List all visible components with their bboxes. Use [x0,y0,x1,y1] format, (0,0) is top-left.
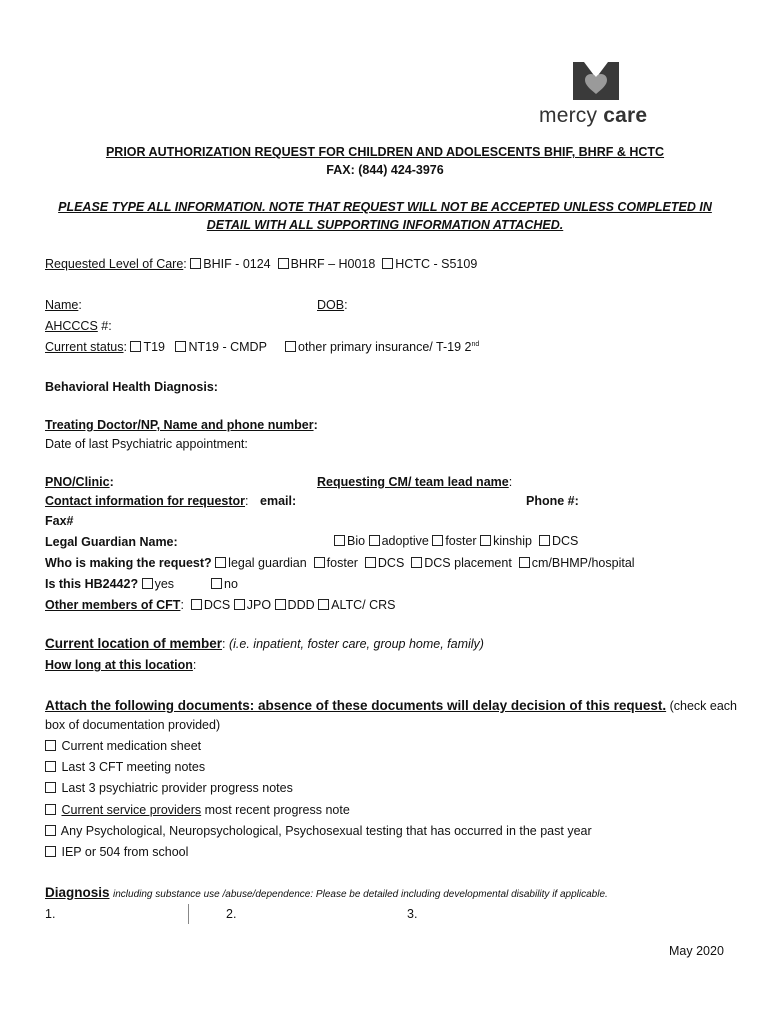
option-hb-no: no [224,577,238,591]
checkbox-hb-yes[interactable] [142,578,153,589]
notice-line-1: PLEASE TYPE ALL INFORMATION. NOTE THAT REQUEST WILL NOT BE ACCEPTED UNLESS COMPLETED IN [58,200,712,214]
ahcccs-label: AHCCCS [45,319,98,333]
checkbox-hb-no[interactable] [211,578,222,589]
checkbox-bhrf[interactable] [278,258,289,269]
diagnosis-1[interactable]: 1. [45,907,56,921]
treating-doctor-field[interactable]: Treating Doctor/NP, Name and phone number: [45,418,318,432]
checkbox-dcs-placement[interactable] [411,557,422,568]
requesting-cm-label: Requesting CM/ team lead name [317,475,509,489]
status-other-option [285,340,479,354]
checkbox-cft-notes[interactable] [45,761,56,772]
hb2442-row [45,577,174,591]
name-field[interactable]: Name: [45,298,82,312]
doc-label-service-providers: Current service providers [61,803,202,817]
option-bio: Bio [347,534,366,548]
requestor-contact-field[interactable]: Contact information for requestor: [45,494,249,508]
option-altc-crs: ALTC/ CRS [331,598,396,612]
option-dcs-guardian: DCS [551,534,579,548]
fax-number: FAX: (844) 424-3976 [326,163,444,177]
fax-label: Fax# [45,514,74,528]
checkbox-dcs-guardian[interactable] [539,535,550,546]
treating-doctor-label: Treating Doctor/NP, Name and phone number [45,418,314,432]
doc-label-psych-notes: Last 3 psychiatric provider progress notes [61,781,293,795]
cft-members-row: Other members of CFT: DCS JPO DDD ALTC/ CRS [45,598,396,612]
requestor-contact-label: Contact information for requestor [45,494,246,508]
current-location-hint: (i.e. inpatient, foster care, group home, family) [228,637,484,651]
notice-line-2: DETAIL WITH ALL SUPPORTING INFORMATION ATTACHED. [206,218,564,232]
checkbox-bhif[interactable] [190,258,201,269]
option-jpo: JPO [246,598,272,612]
behavioral-dx-label: Behavioral Health Diagnosis: [45,380,218,394]
checkbox-adoptive[interactable] [369,535,380,546]
logo-wordmark [539,104,647,128]
option-adoptive: adoptive [381,534,429,548]
checkbox-foster-requestor[interactable] [314,557,325,568]
level-of-care-label: Requested Level of Care [45,257,184,271]
documents-heading-note-2: box of documentation provided) [45,718,221,732]
pno-clinic-label: PNO/Clinic [45,475,110,489]
diagnosis-column-divider [188,904,189,924]
form-title: PRIOR AUTHORIZATION REQUEST FOR CHILDREN AND ADOLESCENTS BHIF, BHRF & HCTC [105,145,665,159]
checkbox-ddd[interactable] [275,599,286,610]
doc-label-service-providers-suffix: most recent progress note [201,803,350,817]
requesting-cm-field[interactable]: Requesting CM/ team lead name: [317,475,513,489]
checkbox-kinship[interactable] [480,535,491,546]
option-cm-bhmp-hospital: cm/BHMP/hospital [531,556,635,570]
documents-heading-note: (check each [669,699,737,713]
who-requesting-label: Who is making the request? [45,556,212,570]
checkbox-cft-dcs[interactable] [191,599,202,610]
option-legal-guardian: legal guardian [228,556,307,570]
option-cft-dcs: DCS [203,598,231,612]
doc-item-iep [45,845,188,859]
option-other-insurance-sup: nd [471,340,480,348]
dob-label: DOB [317,298,345,312]
diagnosis-label: Diagnosis [45,885,110,900]
checkbox-iep[interactable] [45,846,56,857]
checkbox-t19[interactable] [130,341,141,352]
current-status-label: Current status [45,340,124,354]
level-of-care-row: Requested Level of Care: BHIF - 0124 BHRF – H0018 HCTC - S5109 [45,257,478,271]
checkbox-hctc[interactable] [382,258,393,269]
diagnosis-2[interactable]: 2. [226,907,237,921]
email-label: email: [260,494,297,508]
checkbox-testing[interactable] [45,825,56,836]
diagnosis-hint: including substance use /abuse/dependence: Please be detailed including developmental disability if applicable. [113,889,608,900]
checkbox-medication-sheet[interactable] [45,740,56,751]
guardian-type-options [334,534,578,548]
logo-mercy: mercy [539,104,598,127]
ahcccs-field[interactable] [45,319,112,333]
hb2442-label: Is this HB2442? [45,577,139,591]
option-ddd: DDD [287,598,315,612]
checkbox-legal-guardian[interactable] [215,557,226,568]
doc-label-testing: Any Psychological, Neuropsychological, Psychosexual testing that has occurred in the past year [60,824,592,838]
current-location-label: Current location of member [45,636,223,651]
doc-item-medication [45,739,201,753]
dob-field[interactable]: DOB: [317,298,348,312]
doc-label-medication: Current medication sheet [61,739,202,753]
checkbox-cm-bhmp-hospital[interactable] [519,557,530,568]
how-long-field[interactable]: How long at this location: [45,658,197,672]
option-hctc: HCTC - S5109 [395,257,478,271]
checkbox-foster-guardian[interactable] [432,535,443,546]
phone-label: Phone #: [526,494,579,508]
checkbox-bio[interactable] [334,535,345,546]
ahcccs-suffix: #: [97,319,112,333]
cft-members-label: Other members of CFT [45,598,181,612]
checkbox-service-providers[interactable] [45,804,56,815]
checkbox-nt19[interactable] [175,341,186,352]
option-bhrf: BHRF – H0018 [290,257,376,271]
diagnosis-heading-row [45,885,608,900]
documents-heading-row [45,698,737,713]
current-status-row: Current status: T19 NT19 - CMDP [45,340,267,354]
who-requesting-row [45,556,635,570]
option-foster-guardian: foster [445,534,477,548]
doc-label-cft-notes: Last 3 CFT meeting notes [61,760,206,774]
option-foster-requestor: foster [326,556,358,570]
footer-date: May 2020 [669,944,724,958]
option-bhif: BHIF - 0124 [203,257,271,271]
checkbox-dcs-requestor[interactable] [365,557,376,568]
legal-guardian-label: Legal Guardian Name: [45,535,178,549]
pno-clinic-field[interactable]: PNO/Clinic: [45,475,114,489]
option-other-insurance: other primary insurance/ T-19 2 [298,340,472,354]
doc-item-service-providers [45,803,350,817]
doc-item-testing [45,824,592,838]
how-long-label: How long at this location [45,658,193,672]
option-kinship: kinship [493,534,532,548]
option-hb-yes: yes [154,577,175,591]
checkbox-psych-notes[interactable] [45,782,56,793]
option-t19: T19 [143,340,166,354]
checkbox-other-insurance[interactable] [285,341,296,352]
hb2442-no [211,577,238,591]
doc-label-iep: IEP or 504 from school [61,845,189,859]
logo-care: care [603,104,648,127]
checkbox-jpo[interactable] [234,599,245,610]
option-dcs-placement: DCS placement [424,556,512,570]
option-nt19: NT19 - CMDP [188,340,267,354]
checkbox-altc-crs[interactable] [318,599,329,610]
last-appt-label: Date of last Psychiatric appointment: [45,437,248,451]
doc-item-psych-notes [45,781,293,795]
documents-heading: Attach the following documents: absence of these documents will delay decision of this request. [45,698,667,713]
name-label: Name [45,298,79,312]
doc-item-cft-notes [45,760,205,774]
option-dcs-requestor: DCS [377,556,405,570]
current-location-field[interactable]: Current location of member: (i.e. inpatient, foster care, group home, family) [45,636,484,651]
diagnosis-3[interactable]: 3. [407,907,418,921]
